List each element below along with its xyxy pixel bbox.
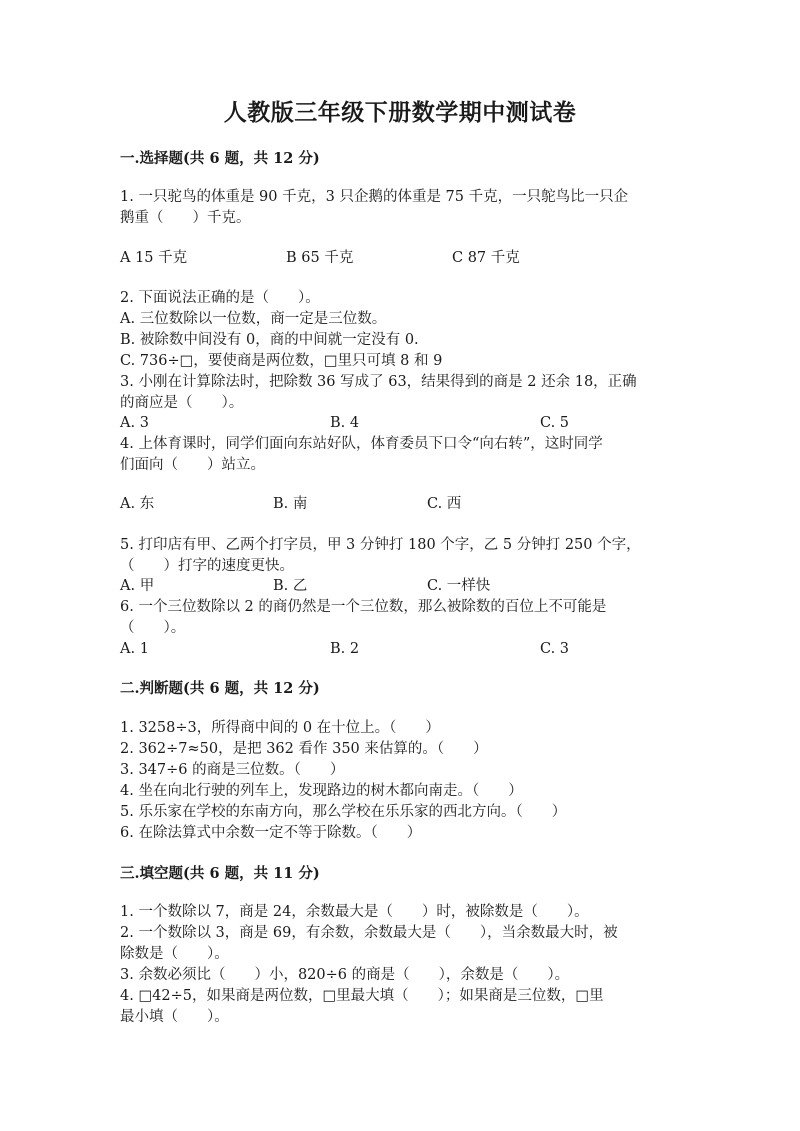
question-line: 们面向（ ）站立。 [120,457,265,473]
option-a: A. 1 [120,641,149,657]
question-line: 1. 一只驼鸟的体重是 90 千克，3 只企鹅的体重是 75 千克，一只鸵鸟比一只企 [120,189,629,205]
option-b: B. 乙 [273,578,308,594]
option-b: B. 4 [330,415,360,431]
fill-item: 最小填（ ）。 [120,1009,229,1025]
question-line: （ ）。 [120,620,186,636]
option-line: A. 三位数除以一位数，商一定是三位数。 [120,311,387,327]
page-title: 人教版三年级下册数学期中测试卷 [223,99,577,126]
option-c: C. 5 [540,415,570,431]
judge-item: 1. 3258÷3，所得商中间的 0 在十位上。（ ） [120,720,440,736]
fill-item: 3. 余数必须比（ ）小，820÷6 的商是（ ），余数是（ ）。 [120,967,570,983]
option-b: B. 南 [273,496,308,512]
question-line: 3. 小刚在计算除法时，把除数 36 写成了 63，结果得到的商是 2 还余 18，正确 [120,374,637,390]
option-c: C. 3 [540,641,570,657]
option-line: B. 被除数中间没有 0，商的中间就一定没有 0. [120,332,419,348]
option-a: A 15 千克 [120,250,188,266]
option-c: C. 一样快 [427,578,491,594]
option-a: A. 甲 [120,578,155,594]
section-heading-fill: 三.填空题(共 6 题，共 11 分) [120,865,320,882]
fill-item: 4. □42÷5，如果商是两位数，□里最大填（ ）；如果商是三位数，□里 [120,988,604,1004]
question-line: 的商应是（ ）。 [120,395,244,411]
judge-item: 4. 坐在向北行驶的列车上，发现路边的树木都向南走。（ ） [120,783,523,799]
section-heading-judge: 二.判断题(共 6 题，共 12 分) [120,680,320,697]
judge-item: 2. 362÷7≈50，是把 362 看作 350 来估算的。（ ） [120,741,488,757]
option-b: B 65 千克 [286,250,354,266]
fill-item: 2. 一个数除以 3，商是 69，有余数，余数最大是（ ），当余数最大时，被 [120,925,618,941]
fill-item: 除数是（ ）。 [120,946,229,962]
question-line: 6. 一个三位数除以 2 的商仍然是一个三位数，那么被除数的百位上不可能是 [120,599,607,615]
option-c: C 87 千克 [452,250,520,266]
section-heading-choice: 一.选择题(共 6 题，共 12 分) [120,150,320,167]
question-line: 2. 下面说法正确的是（ ）。 [120,290,320,306]
fill-item: 1. 一个数除以 7，商是 24，余数最大是（ ）时，被除数是（ ）。 [120,904,589,920]
option-b: B. 2 [330,641,360,657]
judge-item: 3. 347÷6 的商是三位数。（ ） [120,762,345,778]
question-line: 4. 上体育课时，同学们面向东站好队，体育委员下口令“向右转”，这时同学 [120,436,603,452]
judge-item: 5. 乐乐家在学校的东南方向，那么学校在乐乐家的西北方向。（ ） [120,804,567,820]
option-c: C. 西 [427,496,462,512]
option-a: A. 东 [120,496,155,512]
judge-item: 6. 在除法算式中余数一定不等于除数。（ ） [120,825,422,841]
question-line: （ ）打字的速度更快。 [120,558,294,574]
option-a: A. 3 [120,415,149,431]
option-line: C. 736÷□，要使商是两位数，□里只可填 8 和 9 [120,353,443,369]
question-line: 5. 打印店有甲、乙两个打字员，甲 3 分钟打 180 个字，乙 5 分钟打 250 个字， [120,537,641,553]
question-line: 鹅重（ ）千克。 [120,210,251,226]
